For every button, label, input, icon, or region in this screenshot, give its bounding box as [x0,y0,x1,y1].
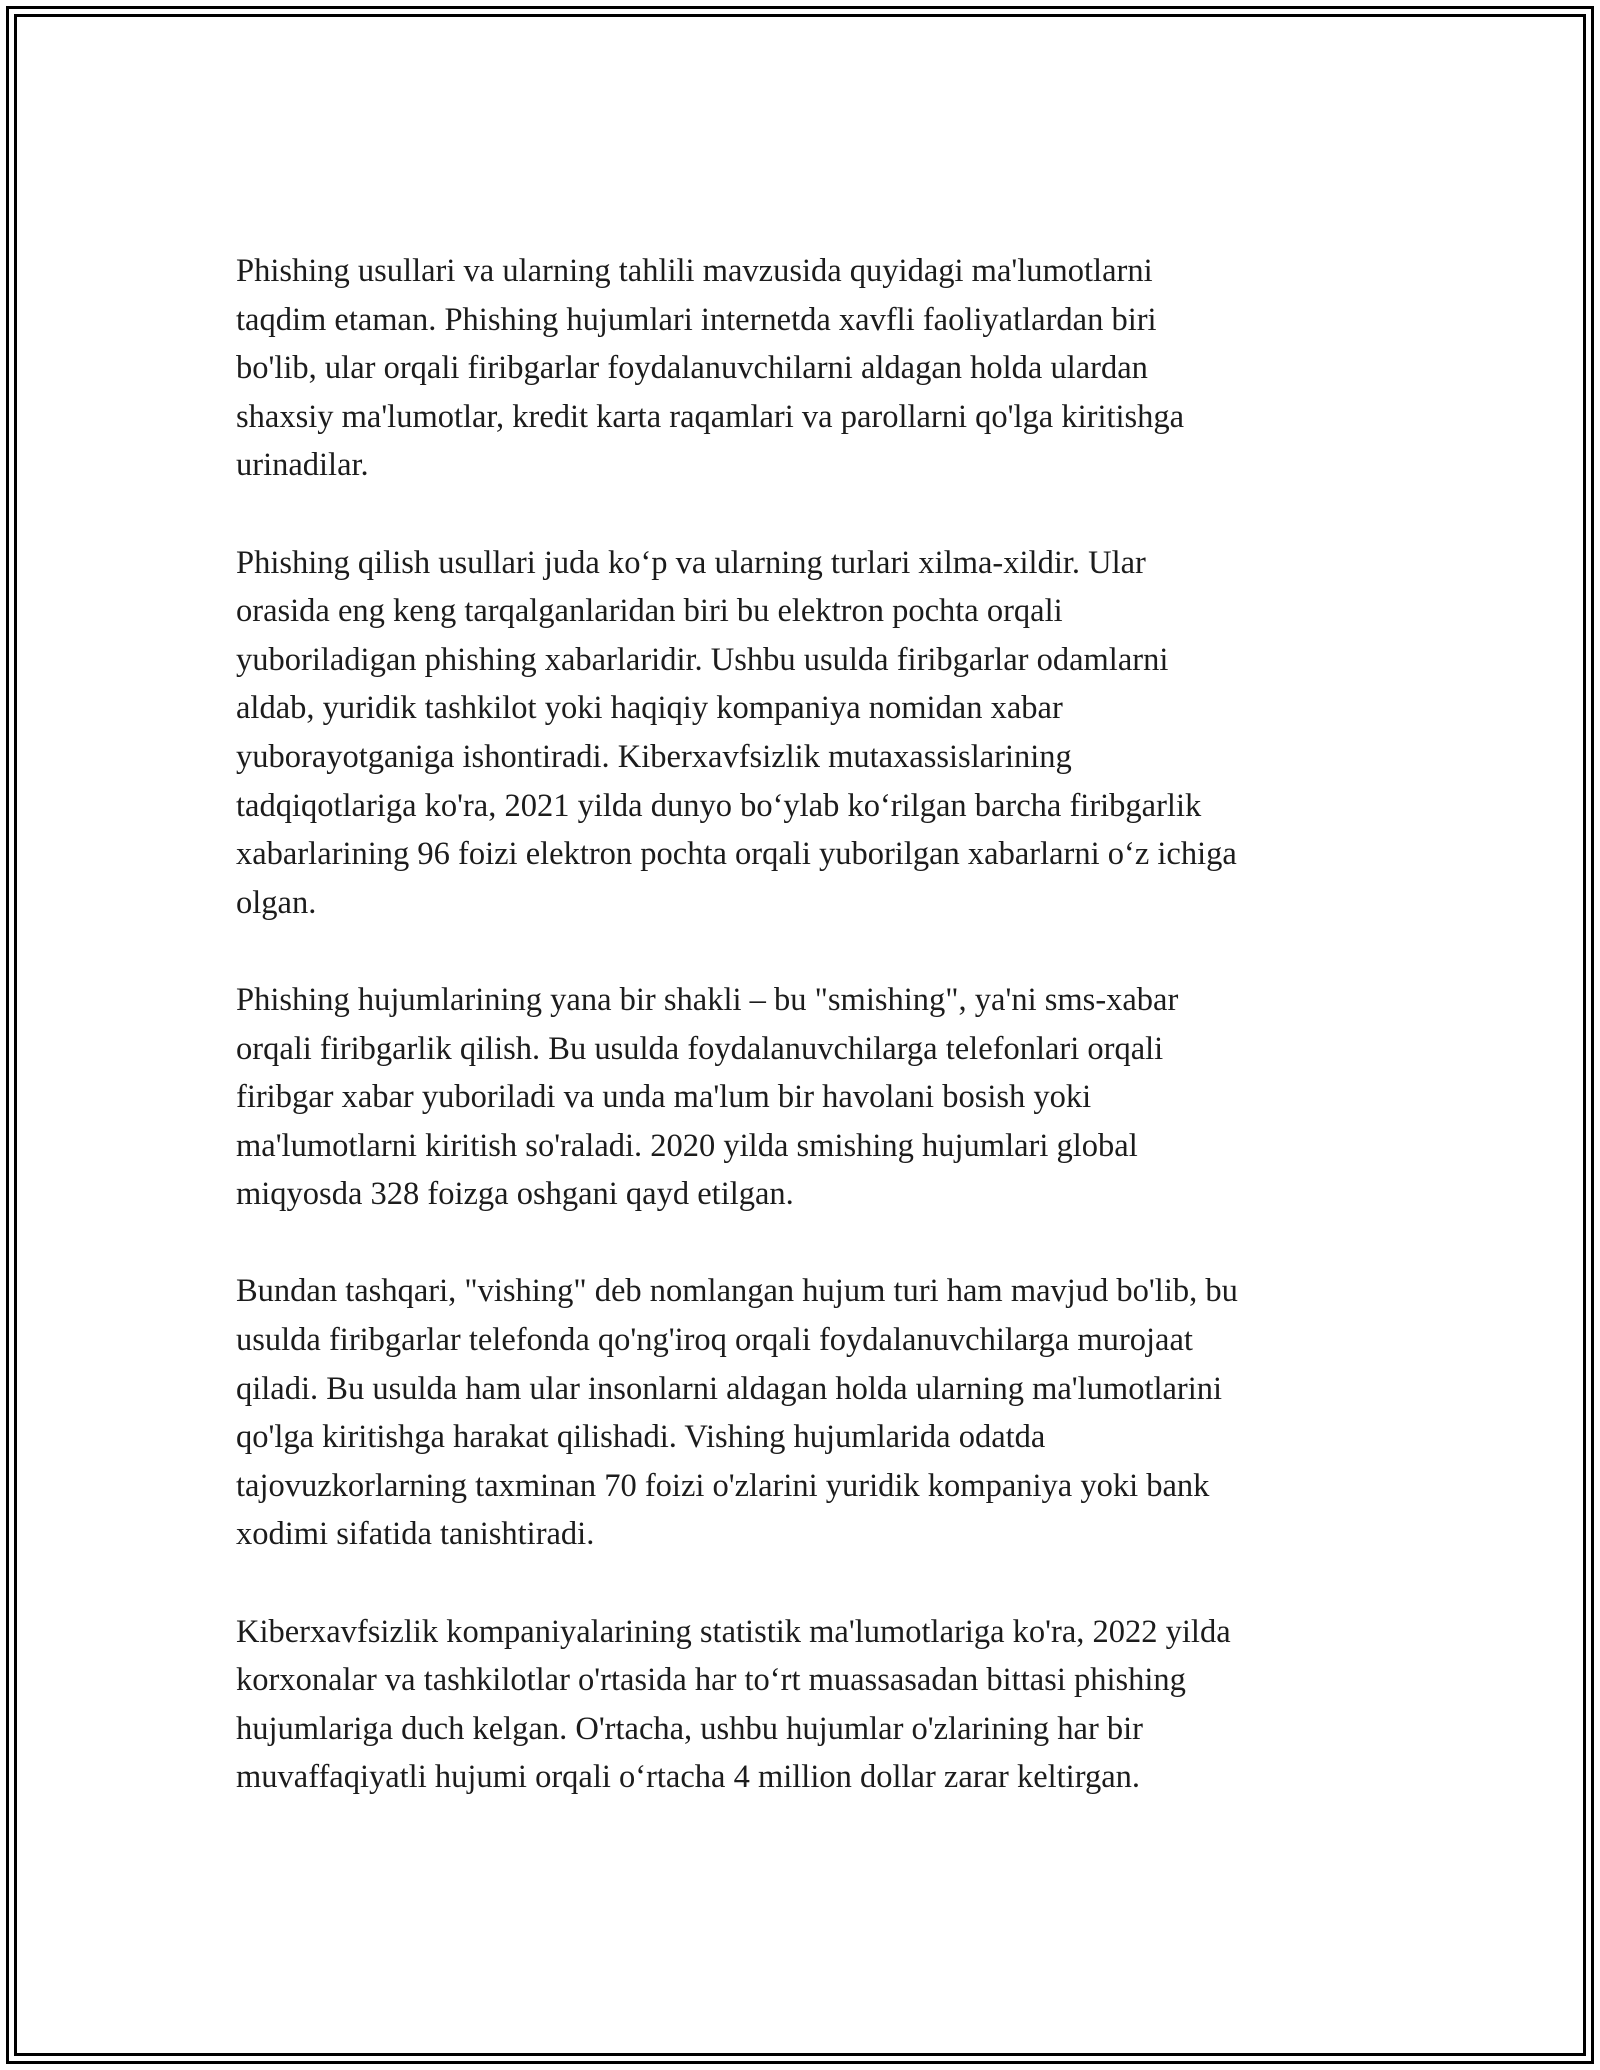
text-line: qiladi. Bu usulda ham ular insonlarni aldagan holda ularning ma'lumotlarini [236,1370,1223,1407]
text-line: urinadilar. [236,447,369,484]
text-line: firibgar xabar yuboriladi va unda ma'lum bir havolani bosish yoki [236,1079,1092,1116]
text-line: yuboriladigan phishing xabarlaridir. Ushbu usulda firibgarlar odamlarni [236,641,1169,678]
text-line: muvaffaqiyatli hujumi orqali o‘rtacha 4 million dollar zarar keltirgan. [236,1759,1141,1796]
text-line: korxonalar va tashkilotlar o'rtasida har to‘rt muassasadan bittasi phishing [236,1662,1186,1699]
text-line: miqyosda 328 foizga oshgani qayd etilgan. [236,1176,794,1213]
text-line: yuborayotganiga ishontiradi. Kiberxavfsizlik mutaxassislarining [236,738,1072,775]
document-body [236,247,1381,1802]
text-line: olgan. [236,884,317,921]
text-line: xodimi sifatida tanishtiradi. [236,1516,595,1553]
text-line: xabarlarining 96 foizi elektron pochta orqali yuborilgan xabarlarni o‘z ichiga [236,836,1237,873]
text-line: ma'lumotlarni kiritish so'raladi. 2020 yilda smishing hujumlari global [236,1127,1138,1164]
text-line: Phishing usullari va ularning tahlili mavzusida quyidagi ma'lumotlarni [236,253,1153,289]
text-line: taqdim etaman. Phishing hujumlari internetda xavfli faoliyatlardan biri [236,301,1157,338]
text-line: hujumlariga duch kelgan. O'rtacha, ushbu hujumlar o'zlarining har bir [236,1710,1144,1747]
text-line: tadqiqotlariga ko'ra, 2021 yilda dunyo bo‘ylab ko‘rilgan barcha firibgarlik [236,787,1202,824]
text-line: shaxsiy ma'lumotlar, kredit karta raqamlari va parollarni qo'lga kiritishga [236,398,1185,435]
text-line: tajovuzkorlarning taxminan 70 foizi o'zlarini yuridik kompaniya yoki bank [236,1467,1210,1504]
text-line: usulda firibgarlar telefonda qo'ng'iroq orqali foydalanuvchilarga murojaat [236,1322,1193,1359]
text-line: Bundan tashqari, "vishing" deb nomlangan hujum turi ham mavjud bo'lib, bu [236,1273,1238,1310]
text-line: Phishing qilish usullari juda ko‘p va ularning turlari xilma-xildir. Ular [236,544,1146,581]
text-line: Phishing hujumlarining yana bir shakli – bu "smishing", ya'ni sms-xabar [236,981,1179,1018]
paragraph-4 [236,1267,1381,1559]
paragraph-5 [236,1608,1381,1802]
text-line: Kiberxavfsizlik kompaniyalarining statistik ma'lumotlariga ko'ra, 2022 yilda [236,1613,1231,1650]
text-line: aldab, yuridik tashkilot yoki haqiqiy kompaniya nomidan xabar [236,690,1063,727]
text-line: orasida eng keng tarqalganlaridan biri bu elektron pochta orqali [236,593,1063,630]
paragraph-1 [236,247,1381,490]
text-line: qo'lga kiritishga harakat qilishadi. Vishing hujumlarida odatda [236,1419,1046,1456]
paragraph-3 [236,976,1381,1219]
text-line: bo'lib, ular orqali firibgarlar foydalanuvchilarni aldagan holda ulardan [236,350,1148,387]
paragraph-2 [236,539,1381,928]
text-line: orqali firibgarlik qilish. Bu usulda foydalanuvchilarga telefonlari orqali [236,1030,1164,1067]
